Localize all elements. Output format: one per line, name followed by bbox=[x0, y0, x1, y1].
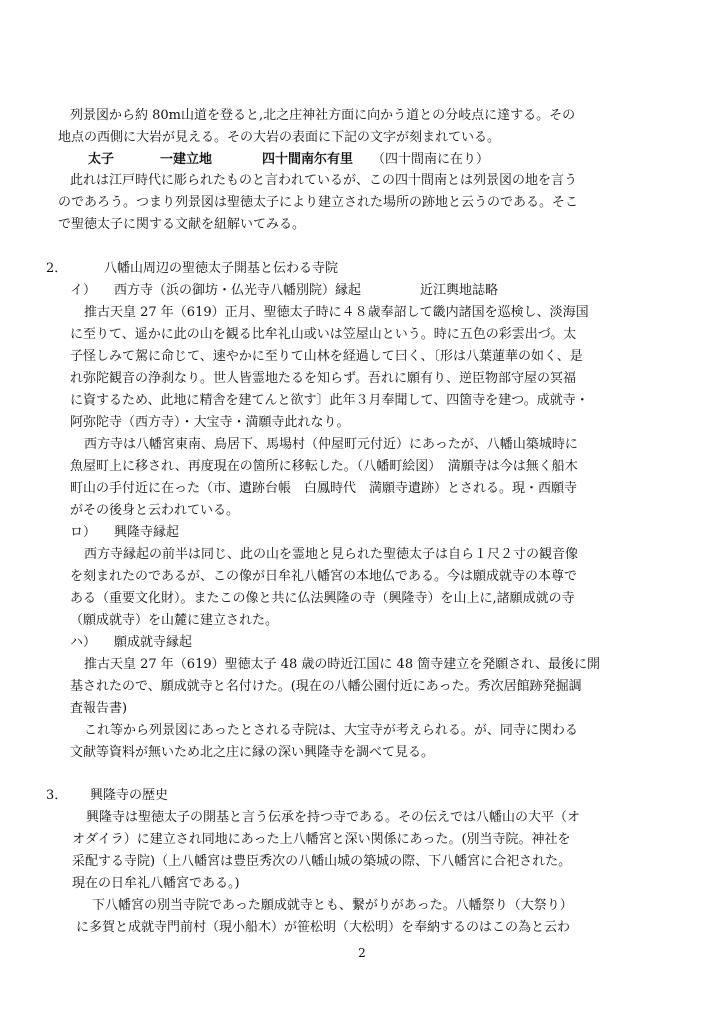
sec2a-line-7: 西方寺は八幡宮東南、鳥居下、馬場村（仲屋町元付近）にあったが、八幡山築城時に bbox=[84, 437, 578, 452]
intro-line-4: 此れは江戸時代に彫られたものと言われているが、この四十間南とは列景図の地を言う bbox=[70, 173, 578, 188]
subsection-a-title: 西方寺（浜の御坊・仏光寺八幡別院）縁起 bbox=[114, 283, 362, 298]
inscription-konryuchi: 一建立地 bbox=[160, 152, 213, 167]
subsection-c-mark: ハ） bbox=[70, 635, 97, 650]
sec2c-line-4: これ等から列景図にあったとされる寺院は、大宝寺が考えられる。が、同寺に関わる bbox=[84, 723, 578, 738]
page-number: 2 bbox=[358, 946, 366, 960]
sec2c-line-1: 推古天皇 27 年（619）聖徳太子 48 歳の時近江国に 48 箇寺建立を発願され、最後に開 bbox=[84, 657, 601, 672]
intro-line-2: 地点の西側に大岩が見える。その大岩の表面に下記の文字が刻まれている。 bbox=[58, 130, 501, 145]
inscription-reading: （四十間南に在り） bbox=[372, 152, 490, 167]
sec2c-line-2: 基されたので、願成就寺と名付けた。(現在の八幡公園付近にあった。秀次居館跡発掘調 bbox=[70, 679, 582, 694]
sec2b-line-1: 西方寺縁起の前半は同じ、此の山を霊地と見られた聖徳太子は自ら１尺２寸の観音像 bbox=[84, 547, 579, 562]
sec2a-line-4: れ弥陀観音の浄刹なり。世人皆霊地たるを知らず。吾れに願有り、逆臣物部守屋の冥福 bbox=[70, 371, 576, 386]
subsection-b-title: 興隆寺縁起 bbox=[114, 525, 180, 540]
subsection-a-mark: イ） bbox=[70, 283, 97, 298]
sec2a-line-10: がその後身と云われている。 bbox=[70, 503, 240, 518]
inscription-shijikken: 四十間南尓有里 bbox=[262, 152, 354, 167]
sec3-line-4: 現在の日牟礼八幡宮である。) bbox=[72, 876, 240, 891]
intro-line-1: 列景図から約 80m山道を登ると,北之庄神社方面に向かう道との分岐点に達する。その bbox=[70, 108, 576, 123]
sec2c-line-3: 査報告書) bbox=[70, 701, 128, 716]
sec2a-line-1: 推古天皇 27 年（619）正月、聖徳太子時に４８歳奉詔して畿内諸国を巡検し、淡海国 bbox=[84, 305, 589, 320]
sec3-line-1: 興隆寺は聖徳太子の開基と言う伝承を持つ寺である。その伝えでは八幡山の大平（オ bbox=[86, 810, 581, 825]
sec2a-line-8: 魚屋町上に移され、再度現在の箇所に移転した。（八幡町絵図） 満願寺は今は無く船木 bbox=[70, 459, 578, 474]
sec2a-line-2: に至りて、遥かに此の山を観る比牟礼山或いは笠屋山という。時に五色の彩雲出づ。太 bbox=[70, 327, 577, 342]
section-2-number: 2． bbox=[46, 261, 68, 276]
sec2b-line-2: を刻まれたのであるが、この像が日牟礼八幡宮の本地仏である。今は願成就寺の本尊で bbox=[70, 569, 578, 584]
intro-line-6: で聖徳太子に関する文献を紐解いてみる。 bbox=[58, 217, 306, 232]
sec3-line-3: 采配する寺院)（上八幡宮は豊臣秀次の八幡山城の築城の際、下八幡宮に合祀された。 bbox=[72, 854, 572, 869]
sec2a-line-9: 町山の手付近に在った（市、遺跡台帳 白鳳時代 満願寺遺跡）とされる。現・西願寺 bbox=[70, 481, 578, 496]
sec3-line-6: に多賀と成就寺門前村（現小船木）が笹松明（大松明）を奉納するのはこの為と云わ bbox=[76, 920, 571, 935]
subsection-b-mark: ロ） bbox=[70, 525, 97, 540]
subsection-c-title: 願成就寺縁起 bbox=[114, 635, 193, 650]
sec3-line-5: 下八幡宮の別当寺院であった願成就寺とも、繋がりがあった。八幡祭り（大祭り） bbox=[92, 898, 573, 913]
intro-line-5: のであろう。つまり列景図は聖徳太子により建立された場所の跡地と云うのである。そこ bbox=[58, 195, 579, 210]
inscription-taishi: 太子 bbox=[88, 152, 115, 167]
sec3-line-2: オダイラ）に建立され同地にあった上八幡宮と深い関係にあった。(別当寺院。神社を bbox=[72, 832, 571, 847]
section-3-number: 3． bbox=[46, 788, 68, 803]
sec2c-line-5: 文献等資料が無いため北之庄に縁の深い興隆寺を調べて見る。 bbox=[70, 745, 435, 760]
subsection-a-source: 近江輿地誌略 bbox=[420, 283, 499, 298]
sec2a-line-5: に資するため、此地に精舎を建てんと欲す〕此年３月奉聞して、四箇寺を建つ。成就寺・ bbox=[70, 393, 589, 408]
sec2a-line-3: 子怪しみて駕に命じて、速やかに至りて山林を経過して曰く、〔形は八葉蓮華の如く、是 bbox=[70, 349, 583, 364]
section-3-title: 興隆寺の歴史 bbox=[90, 788, 169, 803]
section-2-title: 八幡山周辺の聖徳太子開基と伝わる寺院 bbox=[104, 261, 339, 276]
sec2b-line-4: （願成就寺）を山麓に建立された。 bbox=[70, 613, 279, 628]
sec2b-line-3: ある（重要文化財）。またこの像と共に仏法興隆の寺（興隆寺）を山上に,諸願成就の寺 bbox=[70, 591, 575, 606]
sec2a-line-6: 阿弥陀寺（西方寺）・大宝寺・満願寺此れなり。 bbox=[70, 415, 350, 430]
